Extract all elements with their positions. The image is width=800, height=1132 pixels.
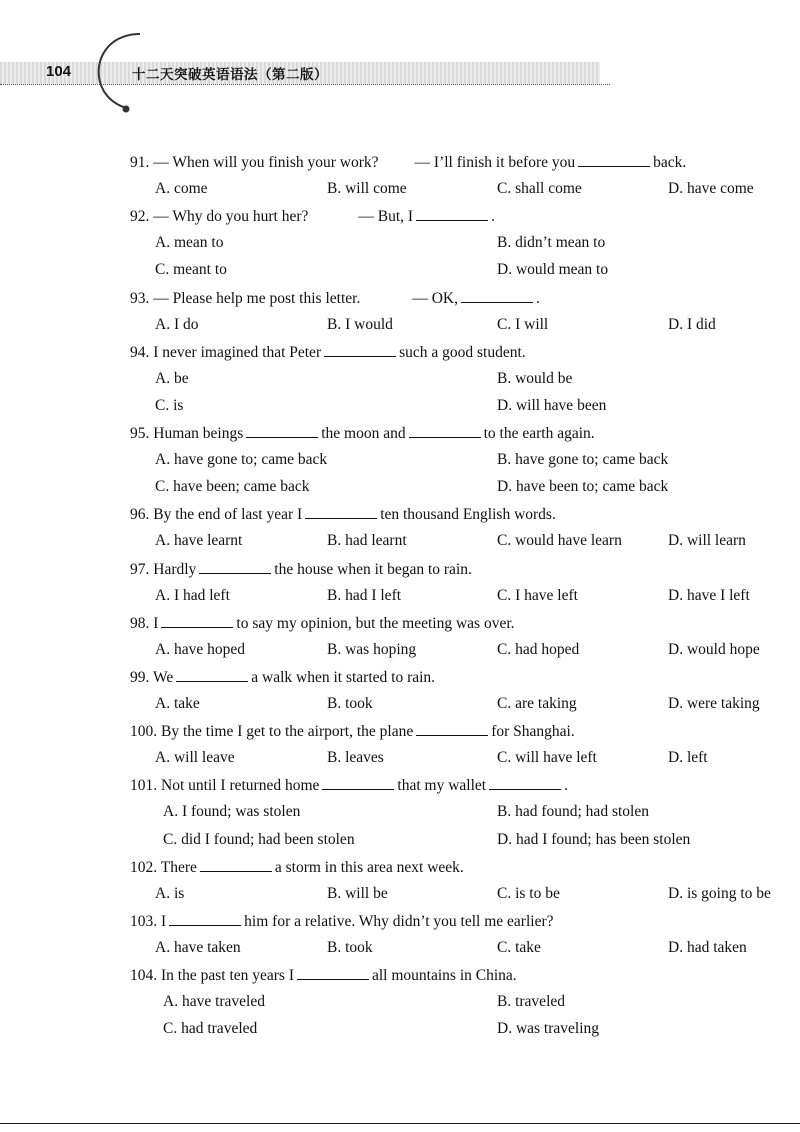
answer-blank (461, 288, 533, 303)
answer-option (497, 938, 541, 958)
option-text: B. would be (497, 369, 573, 387)
answer-option (497, 179, 582, 199)
answer-option (155, 369, 189, 389)
stem-segment: . (535, 289, 540, 307)
stem-segment: the moon and (321, 425, 406, 442)
answer-option (327, 531, 407, 551)
stem-segment: 101. Not until I returned home (130, 777, 320, 795)
answer-option (497, 992, 565, 1012)
option-text: B. took (327, 695, 373, 712)
stem-segment: a walk when it started to rain. (251, 668, 436, 686)
answer-blank (409, 423, 481, 438)
answer-option (497, 802, 649, 822)
answer-option (668, 884, 771, 904)
question-stem (130, 288, 540, 309)
option-text: A. have learnt (155, 532, 243, 550)
answer-option (163, 1019, 257, 1039)
option-text: C. have been; came back (155, 478, 310, 496)
answer-blank (200, 857, 272, 872)
stem-segment: . (491, 208, 495, 226)
answer-option (155, 260, 227, 280)
stem-segment: 92. — Why do you hurt her? (130, 208, 309, 226)
stem-segment: 95. Human beings (130, 425, 244, 442)
answer-option (497, 884, 560, 904)
answer-blank (578, 152, 650, 167)
question-stem (130, 911, 554, 932)
option-text: D. would mean to (497, 261, 609, 279)
answer-option (163, 802, 300, 822)
stem-segment: all mountains in China. (372, 967, 517, 984)
option-text: B. took (327, 938, 373, 956)
stem-segment: that my wallet (397, 777, 487, 795)
option-text: C. is to be (497, 884, 560, 902)
option-text: B. will be (327, 884, 388, 902)
option-text: C. take (497, 938, 541, 956)
option-text: C. did I found; had been stolen (163, 830, 355, 848)
answer-option (155, 233, 223, 253)
answer-blank (176, 667, 248, 682)
question-stem (130, 857, 464, 878)
question-stem (130, 152, 686, 173)
answer-option (497, 233, 605, 253)
answer-option (327, 315, 393, 335)
stem-segment: for Shanghai. (491, 723, 575, 741)
option-text: A. take (155, 695, 200, 712)
answer-blank (246, 423, 318, 438)
answer-option (155, 531, 242, 551)
stem-segment: him for a relative. Why didn’t you tell me earlier? (244, 912, 554, 930)
answer-option (327, 694, 373, 714)
stem-segment: 94. I never imagined that Peter (130, 343, 322, 361)
answer-option (668, 179, 754, 199)
stem-segment: 104. In the past ten years I (130, 967, 294, 984)
stem-segment: — I’ll finish it before you (414, 154, 576, 171)
stem-segment: 102. There (130, 858, 197, 876)
option-text: D. had I found; has been stolen (497, 830, 691, 848)
option-text: D. have I left (668, 586, 750, 604)
answer-option (155, 694, 200, 714)
option-text: A. will leave (155, 749, 235, 767)
stem-segment: — OK, (412, 289, 458, 307)
option-text: C. would have learn (497, 532, 622, 550)
answer-option (497, 1019, 599, 1039)
answer-option (155, 640, 245, 660)
answer-option (497, 396, 606, 416)
question-stem (130, 559, 472, 580)
stem-segment: 91. — When will you finish your work? (130, 154, 379, 171)
option-text: A. I found; was stolen (163, 803, 301, 821)
question-stem (130, 504, 556, 525)
option-text: B. had I left (327, 586, 402, 604)
option-text: D. will learn (668, 532, 746, 550)
answer-option (497, 450, 668, 470)
answer-blank (169, 911, 241, 926)
answer-blank (322, 775, 394, 790)
stem-segment: . (564, 777, 568, 795)
answer-option (497, 260, 608, 280)
stem-segment: the house when it began to rain. (274, 560, 472, 578)
option-text: B. traveled (497, 993, 566, 1011)
answer-option (668, 586, 750, 606)
option-text: B. leaves (327, 749, 384, 767)
answer-option (327, 884, 388, 904)
option-text: A. have taken (155, 938, 241, 956)
option-text: A. is (155, 884, 185, 902)
option-text: C. had traveled (163, 1020, 258, 1038)
option-text: D. had taken (668, 938, 747, 956)
question-stem (130, 342, 526, 363)
answer-option (497, 748, 597, 768)
answer-option (327, 179, 407, 199)
stem-segment: — But, I (358, 208, 414, 226)
answer-option (497, 694, 577, 714)
option-text: B. was hoping (327, 640, 417, 658)
answer-option (327, 586, 401, 606)
answer-option (155, 884, 184, 904)
option-text: C. will have left (497, 749, 597, 767)
option-text: D. would hope (668, 640, 760, 658)
option-text: D. is going to be (668, 884, 771, 902)
option-text: A. have traveled (163, 993, 265, 1011)
answer-option (155, 315, 198, 335)
answer-blank (199, 559, 271, 574)
answer-blank (305, 504, 377, 519)
option-text: C. are taking (497, 695, 577, 712)
stem-segment: a storm in this area next week. (274, 858, 464, 876)
option-text: A. mean to (155, 234, 224, 252)
page-number: 104 (46, 63, 72, 80)
question-stem (130, 775, 568, 796)
answer-option (497, 531, 622, 551)
stem-segment: to say my opinion, but the meeting was over. (236, 614, 515, 632)
answer-option (155, 938, 241, 958)
answer-option (668, 938, 747, 958)
answer-option (155, 396, 183, 416)
stem-segment: 98. I (130, 614, 159, 632)
option-text: C. shall come (497, 180, 582, 198)
stem-segment: 97. Hardly (130, 560, 197, 578)
option-text: A. have gone to; came back (155, 451, 328, 469)
answer-option (163, 830, 355, 850)
answer-option (497, 315, 548, 335)
answer-blank (297, 965, 369, 980)
bottom-rule (0, 1123, 800, 1124)
option-text: B. I would (327, 315, 393, 333)
option-text: B. had found; had stolen (497, 803, 649, 821)
answer-option (497, 369, 572, 389)
option-text: C. meant to (155, 261, 227, 279)
stem-segment: back. (653, 154, 687, 171)
option-text: A. have hoped (155, 640, 245, 658)
question-stem (130, 423, 595, 444)
answer-blank (489, 775, 561, 790)
answer-blank (161, 613, 233, 628)
stem-segment: 103. I (130, 912, 167, 930)
option-text: C. is (155, 396, 184, 414)
option-text: D. have come (668, 180, 754, 198)
answer-option (327, 640, 416, 660)
option-text: C. I have left (497, 586, 578, 604)
option-text: A. come (155, 180, 208, 198)
answer-option (497, 830, 690, 850)
answer-blank (324, 342, 396, 357)
option-text: D. were taking (668, 695, 760, 712)
answer-option (155, 586, 230, 606)
answer-option (163, 992, 265, 1012)
option-text: B. had learnt (327, 532, 407, 550)
answer-option (668, 694, 760, 714)
question-stem (130, 965, 517, 986)
answer-blank (416, 721, 488, 736)
stem-segment: 99. We (130, 668, 174, 686)
answer-option (155, 179, 208, 199)
answer-option (327, 748, 384, 768)
option-text: D. left (668, 749, 708, 767)
answer-option (155, 748, 235, 768)
option-text: D. I did (668, 315, 716, 333)
question-stem (130, 206, 495, 227)
option-text: B. didn’t mean to (497, 234, 606, 252)
option-text: A. I had left (155, 586, 230, 604)
answer-blank (416, 206, 488, 221)
stem-segment: such a good student. (399, 343, 526, 361)
answer-option (327, 938, 373, 958)
answer-option (497, 640, 579, 660)
option-text: A. I do (155, 315, 199, 333)
answer-option (668, 315, 716, 335)
option-text: C. had hoped (497, 640, 580, 658)
answer-option (668, 748, 708, 768)
answer-option (155, 477, 310, 497)
question-stem (130, 667, 435, 688)
stem-segment: 93. — Please help me post this letter. (130, 289, 361, 307)
option-text: B. have gone to; came back (497, 451, 669, 469)
stem-segment: ten thousand English words. (380, 506, 556, 524)
option-text: D. was traveling (497, 1020, 600, 1038)
option-text: C. I will (497, 315, 549, 333)
answer-option (497, 477, 668, 497)
question-stem (130, 613, 515, 634)
answer-option (497, 586, 578, 606)
option-text: D. have been to; came back (497, 478, 669, 496)
stem-segment: 96. By the end of last year I (130, 506, 303, 524)
answer-option (668, 640, 760, 660)
option-text: B. will come (327, 180, 407, 198)
answer-option (155, 450, 327, 470)
answer-option (668, 531, 746, 551)
stem-segment: 100. By the time I get to the airport, the plane (130, 723, 414, 741)
stem-segment: to the earth again. (483, 425, 595, 442)
option-text: D. will have been (497, 396, 607, 414)
book-title: 十二天突破英语语法（第二版） (132, 67, 328, 83)
question-stem (130, 721, 575, 742)
option-text: A. be (155, 369, 189, 387)
